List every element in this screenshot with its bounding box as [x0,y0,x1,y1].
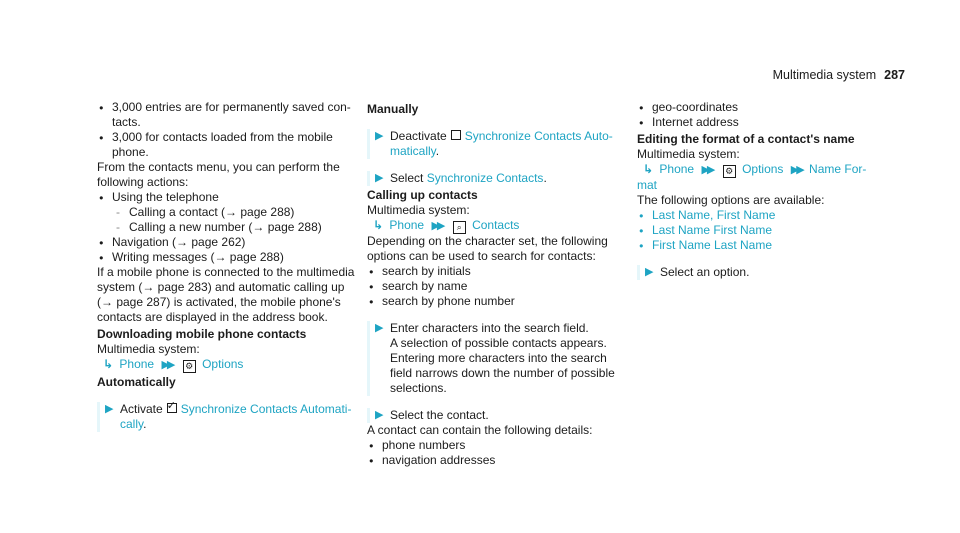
action-step: ▶ Select an option. [637,265,893,280]
triangle-right-icon: ▶ [375,172,384,184]
paragraph: From the contacts menu, you can perform the following actions: [97,160,340,189]
list-item: ● 3,000 for contacts loaded from the mobile phone. [97,130,353,160]
list-item: ● Using the telephone [97,190,353,205]
arrow-return-icon: ↳ [373,218,384,232]
menu-path [97,357,353,373]
double-chevron-icon: ▶▶ [161,359,173,371]
path-options: Options [202,357,244,371]
action-step: ▶ Select the contact. [367,408,623,423]
list-item: ● search by initials [367,264,623,279]
path-phone: Phone [389,218,425,232]
menu-path [367,218,623,234]
menu-path [637,162,893,178]
arrow-return-icon: ↳ [103,357,114,371]
page-header [773,68,905,83]
action-step: ▶ Deactivate Synchronize Contacts Auto- matically. [367,129,623,159]
system-label: Multimedia system: [367,203,470,217]
list-item: ● Writing messages (→ page 288) [97,250,353,265]
checkbox-checked-icon [167,403,177,413]
paragraph: The following options are available: [637,193,825,207]
column-1 [97,100,353,432]
list-item: ● search by phone number [367,294,623,309]
option-item: ● Last Name, First Name [637,208,893,223]
paragraph: A contact can contain the following details: [367,423,593,437]
list-item: ● phone numbers [367,438,623,453]
list-item: ● search by name [367,279,623,294]
path-phone: Phone [119,357,155,371]
triangle-right-icon: ▶ [375,409,384,421]
list-item: ● 3,000 entries are for permanently saved con- tacts. [97,100,353,130]
page-number: 287 [884,68,905,82]
path-phone: Phone [659,162,695,176]
column-3 [637,100,893,280]
triangle-right-icon: ▶ [105,403,114,415]
double-chevron-icon: ▶▶ [701,164,713,176]
arrow-return-icon: ↳ [643,162,654,176]
path-name-format: Name For- [809,162,867,176]
page-header-title: Multimedia system [772,68,877,82]
list-item: ● navigation addresses [367,453,623,468]
gear-icon: ⚙ [723,165,736,178]
action-step: ▶ Select Synchronize Contacts. [367,171,623,186]
system-label: Multimedia system: [637,147,740,161]
section-heading: Downloading mobile phone contacts [97,327,307,341]
triangle-right-icon: ▶ [375,322,384,334]
path-options: Options [742,162,784,176]
system-label: Multimedia system: [97,342,200,356]
option-item: ● Last Name First Name [637,223,893,238]
column-2 [367,100,623,468]
paragraph: If a mobile phone is connected to the multimedia system (→ page 283) and automatic calling up (→ page 287) is activated, the mobile phone's contacts are displayed in the address book. [97,265,355,324]
double-chevron-icon: ▶▶ [790,164,802,176]
list-item: ● geo-coordinates [637,100,893,115]
sub-list-item: - Calling a contact (→ page 288) [97,205,353,220]
gear-icon: ⚙ [183,360,196,373]
subsection-heading: Automatically [97,375,176,389]
search-icon: ⌕ [453,221,466,234]
action-step: ▶ Activate✓ Synchronize Contacts Automati- cally. [97,402,353,432]
checkbox-empty-icon [451,130,461,140]
section-heading: Calling up contacts [367,188,478,202]
paragraph: Depending on the character set, the following options can be used to search for contacts: [367,234,608,263]
list-item: ● Navigation (→ page 262) [97,235,353,250]
section-heading: Editing the format of a contact's name [637,132,855,146]
triangle-right-icon: ▶ [645,266,654,278]
triangle-right-icon: ▶ [375,130,384,142]
double-chevron-icon: ▶▶ [431,220,443,232]
path-name-format-cont: mat [637,178,658,192]
action-step: ▶ Enter characters into the search field. A selection of possible contacts appears. Entering more characters into the search field narrows down the number of possible selections. [367,321,623,396]
option-item: ● First Name Last Name [637,238,893,253]
list-item: ● Internet address [637,115,893,130]
sub-list-item: - Calling a new number (→ page 288) [97,220,353,235]
path-contacts: Contacts [472,218,520,232]
section-heading: Manually [367,102,419,116]
